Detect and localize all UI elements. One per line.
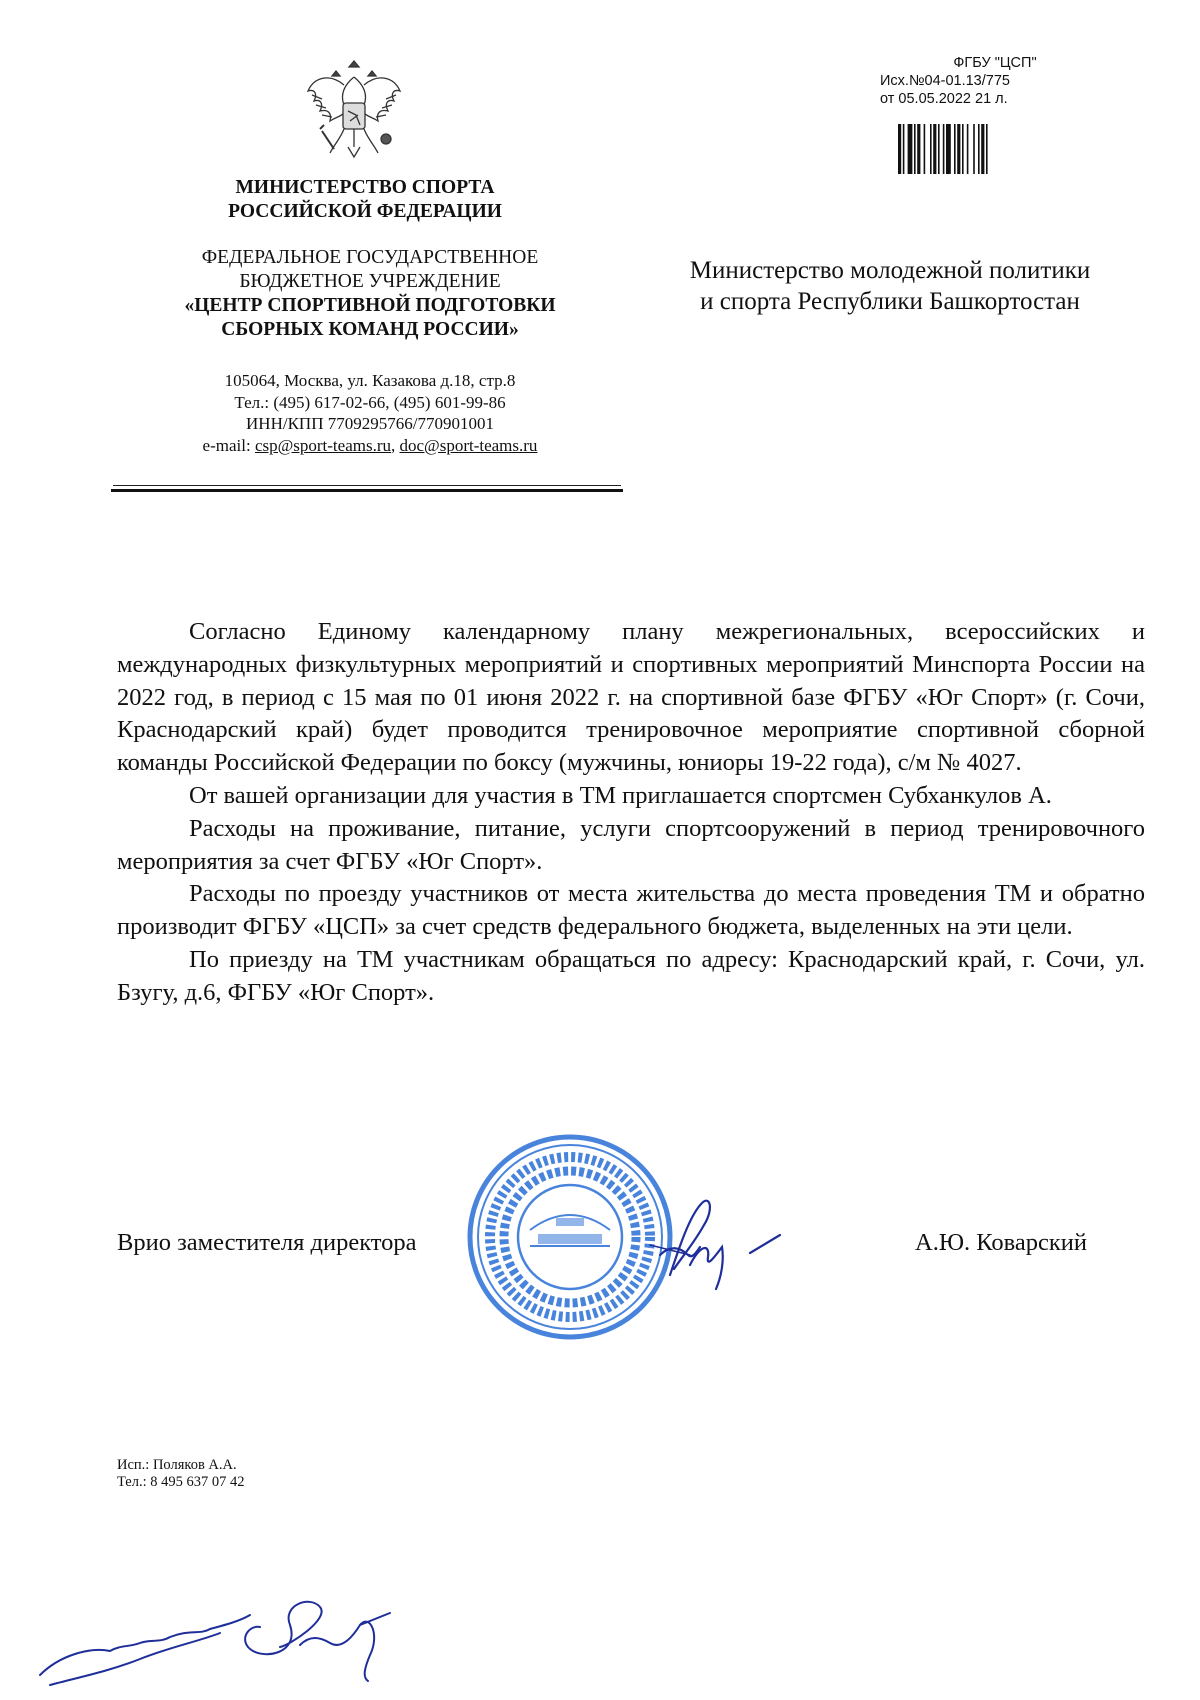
signatory-name: А.Ю. Коварский <box>915 1229 1087 1256</box>
barcode-bar <box>957 124 960 174</box>
org-line-4: СБОРНЫХ КОМАНД РОССИИ» <box>221 319 519 340</box>
org-inn-kpp: ИНН/КПП 7709295766/770901001 <box>246 414 494 433</box>
recipient <box>650 255 1130 317</box>
barcode-bar <box>954 124 956 174</box>
letter-body <box>117 616 1145 1010</box>
barcode-bar <box>962 124 964 174</box>
barcode-bar <box>917 124 920 174</box>
email-separator: , <box>391 435 400 455</box>
body-paragraph: Согласно Единому календарному плану межрегиональных, всероссийских и международных физкультурных мероприятий и спортивных мероприятий Минспорта России на 2022 год, в период с 15 мая по 01 июня 2022 г. на спортивной базе ФГБУ «Юг Спорт» (г. Сочи, Краснодарский край) будет проводится тренировочное мероприятие спортивной сборной команды Российской Федерации по боксу (мужчины, юниоры 19-22 года), с/м № 4027. <box>117 618 1145 777</box>
body-paragraph: От вашей организации для участия в ТМ приглашается спортсмен Субханкулов А. <box>189 781 1052 809</box>
barcode-bar <box>933 124 936 174</box>
recipient-line-1: Министерство молодежной политики <box>689 257 1091 284</box>
body-paragraph: Расходы по проезду участников от места жительства до места проведения ТМ и обратно производит ФГБУ «ЦСП» за счет средств федерального бюджета, выделенных на эти цели. <box>117 880 1145 941</box>
handwritten-signature <box>630 1185 785 1300</box>
registration-org: ФГБУ "ЦСП" <box>953 55 1037 71</box>
ministry-line-2: РОССИЙСКОЙ ФЕДЕРАЦИИ <box>228 201 502 222</box>
barcode-bar <box>930 124 932 174</box>
barcode-bar <box>967 124 969 174</box>
organization-name <box>110 246 630 342</box>
org-line-1: ФЕДЕРАЛЬНОЕ ГОСУДАРСТВЕННОЕ <box>201 247 539 268</box>
barcode-icon <box>898 124 1046 174</box>
barcode-bar <box>946 124 951 174</box>
letterhead-divider-thick <box>111 489 623 492</box>
executor-name: Исп.: Поляков А.А. <box>117 1457 237 1473</box>
barcode-bar <box>978 124 980 174</box>
barcode-bar <box>914 124 916 174</box>
barcode-bar <box>943 124 945 174</box>
org-email-line <box>110 435 630 457</box>
org-line-3: «ЦЕНТР СПОРТИВНОЙ ПОДГОТОВКИ <box>184 295 556 316</box>
barcode-bar <box>924 124 926 174</box>
letterhead-divider-thin <box>113 485 621 486</box>
signatory-title: Врио заместителя директора <box>117 1229 417 1256</box>
registration-date: от 05.05.2022 21 л. <box>880 91 1008 107</box>
barcode-bar <box>903 124 905 174</box>
org-contacts <box>110 370 630 456</box>
body-paragraph: По приезду на ТМ участникам обращаться по адресу: Краснодарский край, г. Сочи, ул. Бзугу, д.6, ФГБУ «Юг Спорт». <box>117 945 1145 1006</box>
barcode-bar <box>908 124 913 174</box>
barcode-bar <box>973 124 975 174</box>
executor-info <box>117 1457 245 1491</box>
barcode-bar <box>981 124 984 174</box>
email-label: e-mail: <box>202 435 255 455</box>
org-address: 105064, Москва, ул. Казакова д.18, стр.8 <box>224 371 516 390</box>
bottom-handwritten-signature <box>30 1585 400 1695</box>
barcode-bar <box>986 124 988 174</box>
ministry-line-1: МИНИСТЕРСТВО СПОРТА <box>235 177 495 198</box>
coat-of-arms-emblem <box>300 55 408 167</box>
recipient-line-2: и спорта Республики Башкортостан <box>700 288 1080 315</box>
email-link-csp[interactable]: csp@sport-teams.ru <box>254 435 391 455</box>
email-link-doc[interactable]: doc@sport-teams.ru <box>399 435 538 455</box>
org-line-2: БЮДЖЕТНОЕ УЧРЕЖДЕНИЕ <box>239 271 501 292</box>
executor-phone: Тел.: 8 495 637 07 42 <box>117 1474 245 1490</box>
org-phones: Тел.: (495) 617-02-66, (495) 601-99-86 <box>234 392 506 412</box>
barcode-bar <box>898 124 901 174</box>
registration-stamp <box>880 54 1070 108</box>
body-paragraph: Расходы на проживание, питание, услуги спортсооружений в период тренировочного мероприятия за счет ФГБУ «Юг Спорт». <box>117 814 1145 875</box>
barcode-bar <box>938 124 940 174</box>
ministry-name <box>150 176 580 224</box>
registration-number: Исх.№04-01.13/775 <box>880 73 1010 89</box>
